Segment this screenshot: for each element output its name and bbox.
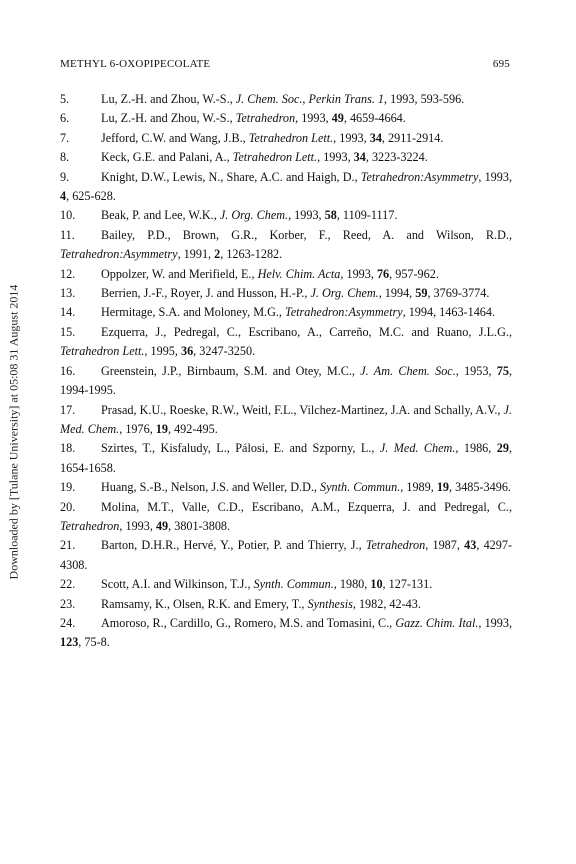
reference-entry	[60, 401, 512, 440]
journal-name: J. Org. Chem.	[219, 208, 289, 223]
reference-entry	[60, 168, 512, 207]
journal-name: J. Chem. Soc., Perkin Trans. 1	[235, 92, 385, 106]
reference-text: , 75-8.	[78, 635, 110, 650]
reference-text: Hermitage, S.A. and Moloney, M.G.,	[101, 305, 286, 320]
reference-text: , 1987,	[425, 538, 465, 553]
reference-number: 20.	[60, 499, 76, 514]
reference-text: , 1994, 1463-1464.	[402, 305, 496, 320]
volume-number: 49	[155, 518, 169, 533]
volume-number: 36	[180, 344, 194, 359]
reference-number: 17.	[60, 402, 76, 417]
running-header	[60, 58, 510, 70]
reference-number: 21.	[60, 538, 76, 553]
reference-entry	[60, 226, 512, 265]
reference-text: , 1994,	[378, 286, 416, 301]
reference-number: 13.	[60, 286, 76, 301]
reference-number: 16.	[60, 363, 76, 378]
reference-number: 10.	[60, 208, 76, 223]
reference-text: , 127-131.	[382, 577, 433, 592]
journal-name: Gazz. Chim. Ital.	[395, 615, 479, 630]
reference-entry	[60, 575, 512, 594]
reference-text: , 3223-3224.	[365, 150, 428, 165]
download-watermark: Downloaded by [Tulane University] at 05:08 31 August 2014	[6, 284, 21, 580]
reference-entry	[60, 90, 512, 109]
reference-text: , 1953,	[455, 363, 497, 378]
reference-entry	[60, 439, 512, 478]
reference-entry	[60, 148, 512, 167]
reference-text: , 3485-3496.	[449, 480, 511, 495]
volume-number: 19	[155, 421, 168, 436]
journal-name: Tetrahedron Lett.	[60, 344, 145, 359]
reference-text: , 1993,	[340, 266, 377, 281]
reference-number: 12.	[60, 266, 76, 281]
volume-number: 10	[370, 577, 383, 592]
reference-number: 8.	[60, 150, 70, 165]
reference-text: Oppolzer, W. and Merifield, E.,	[101, 266, 258, 281]
reference-text: , 1993,	[288, 208, 325, 223]
reference-text: Ezquerra, J., Pedregal, C., Escribano, A., Carreño, M.C. and Ruano, J.L.G.,	[101, 324, 512, 339]
journal-name: Helv. Chim. Acta	[257, 266, 341, 281]
reference-number: 23.	[60, 596, 76, 611]
reference-entry	[60, 498, 512, 537]
reference-text: Amoroso, R., Cardillo, G., Romero, M.S. and Tomasini, C.,	[101, 615, 396, 630]
journal-name: Tetrahedron Lett.	[232, 150, 318, 165]
reference-text: Ramsamy, K., Olsen, R.K. and Emery, T.,	[101, 596, 308, 611]
reference-text: , 1654-1658.	[60, 441, 513, 475]
journal-name: Synth. Commun.	[320, 480, 401, 495]
reference-text: , 1263-1282.	[220, 247, 283, 262]
reference-number: 6.	[60, 111, 70, 126]
volume-number: 19	[436, 480, 450, 495]
reference-text: Huang, S.-B., Nelson, J.S. and Weller, D.D.,	[101, 480, 321, 495]
reference-text: , 1980,	[333, 577, 371, 592]
reference-text: , 492-495.	[167, 421, 218, 436]
reference-text: Molina, M.T., Valle, C.D., Escribano, A.M., Ezquerra, J. and Pedregal, C.,	[101, 499, 512, 514]
reference-text: , 4659-4664.	[343, 111, 406, 126]
journal-name: Tetrahedron	[235, 111, 296, 126]
reference-text: Greenstein, J.P., Birnbaum, S.M. and Otey, M.C.,	[101, 363, 361, 378]
volume-number: 123	[60, 635, 79, 650]
reference-number: 22.	[60, 577, 76, 592]
reference-number: 18.	[60, 441, 76, 456]
reference-text: Szirtes, T., Kisfaludy, L., Pálosi, E. and Szporny, L.,	[101, 441, 380, 456]
volume-number: 58	[324, 208, 337, 223]
volume-number: 2	[214, 247, 221, 262]
reference-text: , 1993,	[478, 169, 512, 184]
reference-text: Lu, Z.-H. and Zhou, W.-S.,	[101, 111, 236, 126]
reference-text: , 1994-1995.	[60, 363, 513, 398]
volume-number: 49	[331, 111, 344, 126]
journal-name: Tetrahedron	[60, 518, 120, 533]
reference-text: , 1993,	[317, 150, 354, 165]
volume-number: 59	[415, 286, 428, 301]
reference-text: Knight, D.W., Lewis, N., Share, A.C. and Haigh, D.,	[101, 169, 361, 184]
reference-number: 9.	[60, 169, 70, 184]
reference-number: 5.	[60, 92, 70, 106]
reference-entry	[60, 129, 512, 148]
reference-list	[60, 90, 512, 653]
reference-text: Jefford, C.W. and Wang, J.B.,	[101, 130, 249, 145]
reference-text: , 957-962.	[389, 266, 439, 281]
volume-number: 43	[464, 538, 477, 553]
reference-entry	[60, 284, 512, 303]
running-title: METHYL 6-OXOPIPECOLATE	[60, 58, 211, 70]
reference-text: , 2911-2914.	[381, 130, 444, 145]
journal-name: Tetrahedron Lett.	[248, 130, 334, 145]
page-number: 695	[492, 58, 510, 70]
reference-text: Keck, G.E. and Palani, A.,	[101, 150, 233, 165]
reference-entry	[60, 109, 512, 128]
reference-number: 11.	[60, 227, 75, 242]
journal-name: Tetrahedron	[365, 538, 426, 553]
reference-text: Prasad, K.U., Roeske, R.W., Weitl, F.L., Vilchez-Martinez, J.A. and Schally, A.V.,	[101, 402, 504, 417]
reference-number: 7.	[60, 130, 70, 145]
reference-number: 14.	[60, 305, 76, 320]
volume-number: 76	[376, 266, 390, 281]
reference-text: , 1982, 42-43.	[352, 596, 421, 611]
reference-text: , 1976,	[119, 421, 156, 436]
reference-text: , 625-628.	[66, 189, 116, 204]
reference-text: Scott, A.I. and Wilkinson, T.J.,	[101, 577, 254, 592]
reference-text: , 1109-1117.	[336, 208, 398, 223]
journal-name: Synth. Commun.	[253, 577, 334, 592]
reference-entry	[60, 536, 512, 575]
reference-text: Lu, Z.-H. and Zhou, W.-S.,	[101, 92, 236, 106]
volume-number: 34	[369, 130, 382, 145]
journal-name: Tetrahedron:Asymmetry	[360, 169, 479, 184]
reference-entry	[60, 303, 512, 322]
reference-text: , 1993, 593-596.	[384, 92, 465, 106]
journal-name: J. Am. Chem. Soc.	[360, 363, 456, 378]
reference-text: , 3247-3250.	[193, 344, 256, 359]
reference-number: 19.	[60, 480, 76, 495]
reference-text: , 3769-3774.	[427, 286, 490, 301]
reference-text: Bailey, P.D., Brown, G.R., Korber, F., Reed, A. and Wilson, R.D.,	[101, 227, 512, 242]
reference-text: Barton, D.H.R., Hervé, Y., Potier, P. and Thierry, J.,	[101, 538, 366, 553]
reference-entry	[60, 265, 512, 284]
reference-entry	[60, 478, 512, 497]
journal-name: J. Org. Chem.	[310, 286, 379, 301]
reference-entry	[60, 206, 512, 225]
reference-text: , 1993,	[295, 111, 332, 126]
journal-name: J. Med. Chem.	[379, 441, 456, 456]
volume-number: 75	[496, 363, 509, 378]
reference-text: , 1993,	[478, 615, 512, 630]
volume-number: 4	[60, 189, 67, 204]
reference-entry	[60, 362, 512, 401]
reference-text: , 1991,	[177, 247, 215, 262]
reference-number: 24.	[60, 615, 76, 630]
reference-text: Berrien, J.-F., Royer, J. and Husson, H.-P.,	[101, 286, 311, 301]
reference-text: , 1993,	[333, 130, 370, 145]
reference-text: , 1989,	[400, 480, 437, 495]
reference-text: Beak, P. and Lee, W.K.,	[101, 208, 220, 223]
volume-number: 34	[353, 150, 366, 165]
reference-text: , 1986,	[455, 441, 497, 456]
reference-text: , 1995,	[144, 344, 181, 359]
journal-name: Tetrahedron:Asymmetry	[60, 247, 178, 262]
reference-entry	[60, 614, 512, 653]
volume-number: 29	[496, 441, 509, 456]
reference-number: 15.	[60, 324, 76, 339]
reference-entry	[60, 323, 512, 362]
reference-text: , 4297-4308.	[60, 538, 513, 572]
reference-text: , 1993,	[119, 518, 156, 533]
reference-text: , 3801-3808.	[168, 518, 231, 533]
journal-name: J. Med. Chem.	[60, 402, 512, 436]
reference-entry	[60, 595, 512, 614]
journal-name: Tetrahedron:Asymmetry	[285, 305, 403, 320]
journal-name: Synthesis	[307, 596, 353, 611]
